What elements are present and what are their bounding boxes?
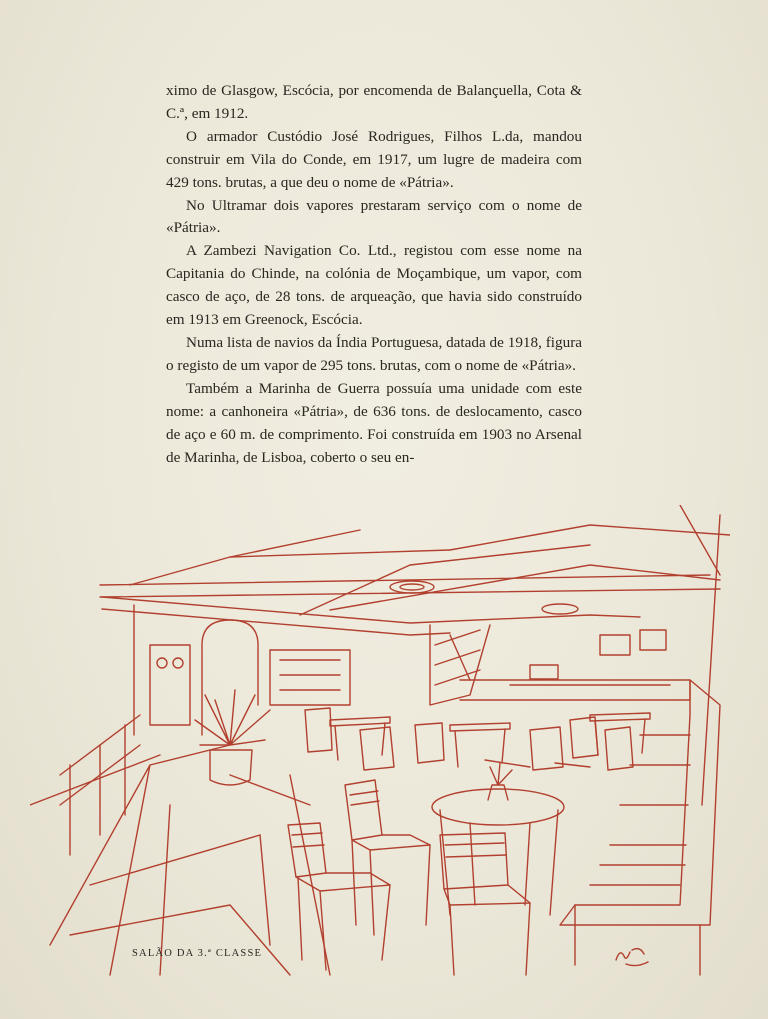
body-text [166, 80, 582, 469]
paragraph-2: O armador Custódio José Rodrigues, Filhos L.da, mandou construir em Vila do Conde, em 1917, um lugre de madeira com 429 tons. brutas, a que deu o nome de «Pátria». [166, 127, 582, 191]
saloon-illustration [30, 505, 730, 985]
paragraph-5: Numa lista de navios da Índia Portuguesa, datada de 1918, figura o registo de um vapor de 295 tons. brutas, com o nome de «Pátria». [166, 333, 582, 374]
paragraph-4: A Zambezi Navigation Co. Ltd., registou com esse nome na Capitania do Chinde, na colónia de Moçambique, um vapor, com casco de aço, de 28 tons. de arqueação, que havia sido construído em 1913 em Greenock, Escócia. [166, 242, 582, 329]
paragraph-3: No Ultramar dois vapores prestaram serviço com o nome de «Pátria». [166, 196, 582, 237]
paragraph-1: ximo de Glasgow, Escócia, por encomenda de Balançuella, Cota & C.ª, em 1912. [166, 82, 582, 122]
paragraph-6: Também a Marinha de Guerra possuía uma unidade com este nome: a canhoneira «Pátria», de 636 tons. de deslocamento, casco de aço e 60 m. de comprimento. Foi construída em 1903 no Arsenal de Marinha, de Lisboa, coberto o seu en- [166, 379, 582, 466]
illustration-caption: SALÃO DA 3.ª CLASSE [132, 948, 263, 959]
artist-signature-icon [612, 942, 652, 970]
